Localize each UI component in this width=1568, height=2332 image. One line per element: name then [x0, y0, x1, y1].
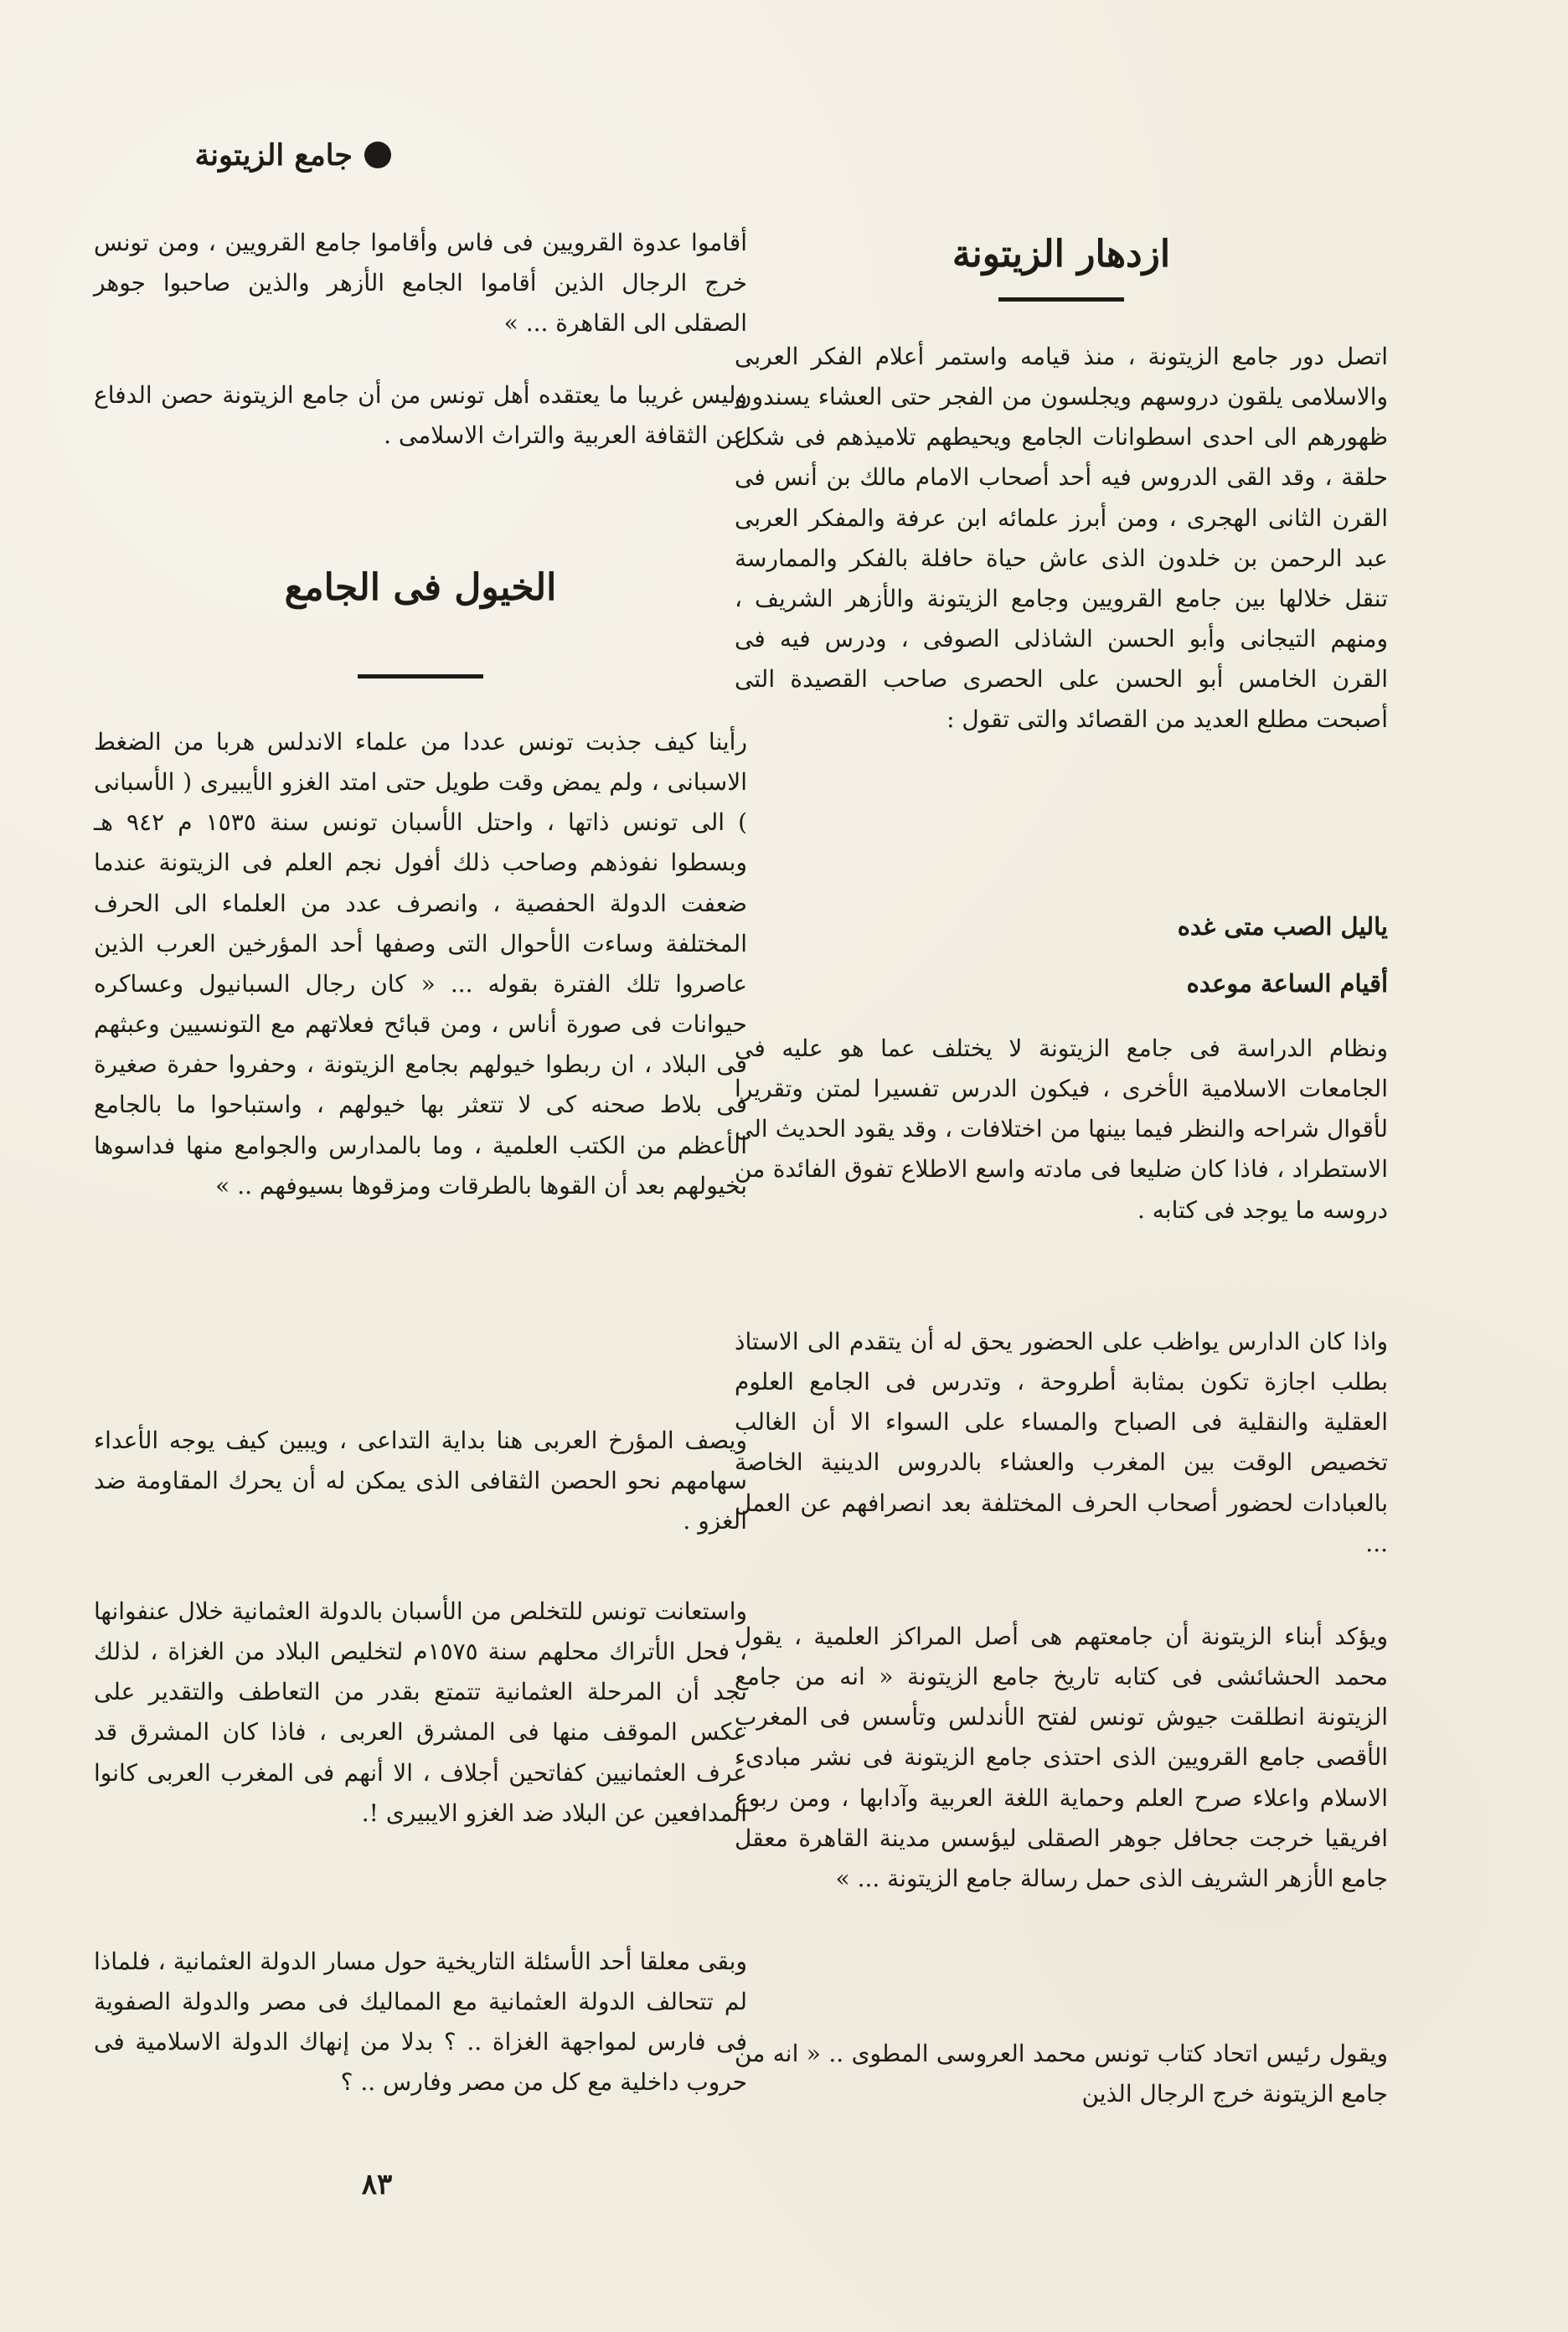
- page-number: ٨٣: [361, 2168, 393, 2201]
- left-paragraph-top-2: وليس غريبا ما يعتقده أهل تونس من أن جامع الزيتونة حصن الدفاع عن الثقافة العربية والتراث الاسلامى .: [94, 381, 747, 450]
- right-paragraph-5: ويقول رئيس اتحاد كتاب تونس محمد العروسى المطوى .. « انه من جامع الزيتونة خرج الرجال الذين: [735, 2040, 1389, 2108]
- left-section-title: الخيول فى الجامع: [284, 566, 557, 609]
- bullet-icon: [364, 142, 391, 168]
- left-title-block: [94, 566, 747, 678]
- left-title-rule: [358, 674, 483, 678]
- running-header-title: جامع الزيتونة: [194, 137, 353, 173]
- left-paragraph-top-1: أقاموا عدوة القرويين فى فاس وأقاموا جامع القرويين ، ومن تونس خرج الرجال الذين أقاموا الجامع الأزهر والذين صاحبوا جوهر الصقلى الى القاهرة ... »: [94, 229, 747, 338]
- verse-line-1: ياليل الصب متى غده: [1177, 912, 1388, 941]
- left-paragraph-1: رأينا كيف جذبت تونس عددا من علماء الاندلس هربا من الضغط الاسبانى ، ولم يمض وقت طويل حتى امتد الغزو الأيبيرى ( الأسبانى ) الى تونس ذاتها ، واحتل الأسبان تونس سنة ١٥٣٥ م ٩٤٢ هـ وبسطوا نفوذهم وصاحب ذلك أفول نجم العلم فى الزيتونة عندما ضعفت الدولة الحفصية ، وانصرف عدد من العلماء الى الحرف المختلفة وساءت الأحوال التى وصفها أحد المؤرخين العرب الذين عاصروا تلك الفترة بقوله ... « كان رجال السبانيول وعساكره حيوانات فى صورة أناس ، ومن قبائح فعلاتهم مع التونسيين وعبثهم فى البلاد ، ان ربطوا خيولهم بجامع الزيتونة ، وحفروا حفرة صغيرة فى بلاط صحنه كى لا تتعثر بها خيولهم ، واستباحوا ما بالجامع الأعظم من الكتب العلمية ، وما بالمدارس والجوامع منها فداسوها بخيولهم بعد أن القوها بالطرقات ومزقوها بسيوفهم .. »: [94, 728, 748, 1200]
- verse-line-2: أقيام الساعة موعده: [1186, 969, 1388, 998]
- right-title-block: [735, 233, 1388, 302]
- left-paragraph-2: ويصف المؤرخ العربى هنا بداية التداعى ، ويبين كيف يوجه الأعداء سهامهم نحو الحصن الثقافى الذى يمكن له أن يحرك المقاومة ضد الغزو .: [94, 1427, 747, 1535]
- right-paragraph-2: ونظام الدراسة فى جامع الزيتونة لا يختلف عما هو عليه فى الجامعات الاسلامية الأخرى ، فيكون الدرس تفسيرا لمتن وتقريرا لأقوال شراحه والنظر فيما بينها من اختلافات ، وقد يقود الحديث الى الاستطراد ، فاذا كان ضليعا فى مادته واسع الاطلاع تفوق الفائدة من دروسه ما يوجد فى كتابه .: [735, 1034, 1388, 1224]
- right-title-rule: [998, 297, 1124, 302]
- right-paragraph-3: واذا كان الدارس يواظب على الحضور يحق له أن يتقدم الى الاستاذ بطلب اجازة تكون بمثابة أطروحة ، وتدرس فى الجامع العلوم العقلية والنقلية فى الصباح والمساء على السواء الا أن الغالب تخصيص الوقت بين المغرب والعشاء بالدروس الدينية الخاصة بالعبادات لحضور أصحاب الحرف المختلفة بعد انصرافهم عن العمل ...: [735, 1328, 1388, 1557]
- right-paragraph-1: اتصل دور جامع الزيتونة ، منذ قيامه واستمر أعلام الفكر العربى والاسلامى يلقون دروسهم ويجلسون من الفجر حتى العشاء يسندون ظهورهم الى احدى اسطوانات الجامع ويحيطهم تلاميذهم فى شكل حلقة ، وقد القى الدروس فيه أحد أصحاب الامام مالك بن أنس فى القرن الثانى الهجرى ، ومن أبرز علمائه ابن عرفة والمفكر العربى عبد الرحمن بن خلدون الذى عاش حياة حافلة بالفكر والممارسة تنقل خلالها بين جامع القرويين وجامع الزيتونة والأزهر الشريف ، ومنهم التيجانى وأبو الحسن الشاذلى الصوفى ، ودرس فيه فى القرن الخامس أبو الحسن على الحصرى صاحب القصيدة التى أصبحت مطلع العديد من القصائد والتى تقول :: [735, 343, 1388, 734]
- running-header: [140, 130, 391, 180]
- right-paragraph-4: ويؤكد أبناء الزيتونة أن جامعتهم هى أصل المراكز العلمية ، يقول محمد الحشائشى فى كتابه تاريخ جامع الزيتونة « انه من جامع الزيتونة انطلقت جيوش تونس لفتح الأندلس وتأسس فى المغرب الأقصى جامع القرويين الذى احتذى جامع الزيتونة فى نشر مبادىء الاسلام واعلاء صرح العلم وحماية اللغة العربية وآدابها ، ومن ربوع افريقيا خرجت جحافل جوهر الصقلى ليؤسس مدينة القاهرة معقل جامع الأزهر الشريف الذى حمل رسالة جامع الزيتونة ... »: [735, 1623, 1388, 1892]
- right-section-title: ازدهار الزيتونة: [952, 233, 1171, 276]
- left-paragraph-3: واستعانت تونس للتخلص من الأسبان بالدولة العثمانية خلال عنفوانها ، فحل الأتراك محلهم سنة ١٥٧٥م لتخليص البلاد من الغزاة ، لذلك نجد أن المرحلة العثمانية تتمتع بقدر من التعاطف والتقدير على عكس الموقف منها فى المشرق العربى ، فاذا كان المشرق قد عرف العثمانيين كفاتحين أجلاف ، الا أنهم فى المغرب العربى كانوا المدافعين عن البلاد ضد الغزو الايبيرى !.: [94, 1597, 747, 1827]
- left-paragraph-4: وبقى معلقا أحد الأسئلة التاريخية حول مسار الدولة العثمانية ، فلماذا لم تتحالف الدولة العثمانية مع المماليك فى مصر والدولة الصفوية فى فارس لمواجهة الغزاة .. ؟ بدلا من إنهاك الدولة الاسلامية فى حروب داخلية مع كل من مصر وفارس .. ؟: [94, 1948, 747, 2097]
